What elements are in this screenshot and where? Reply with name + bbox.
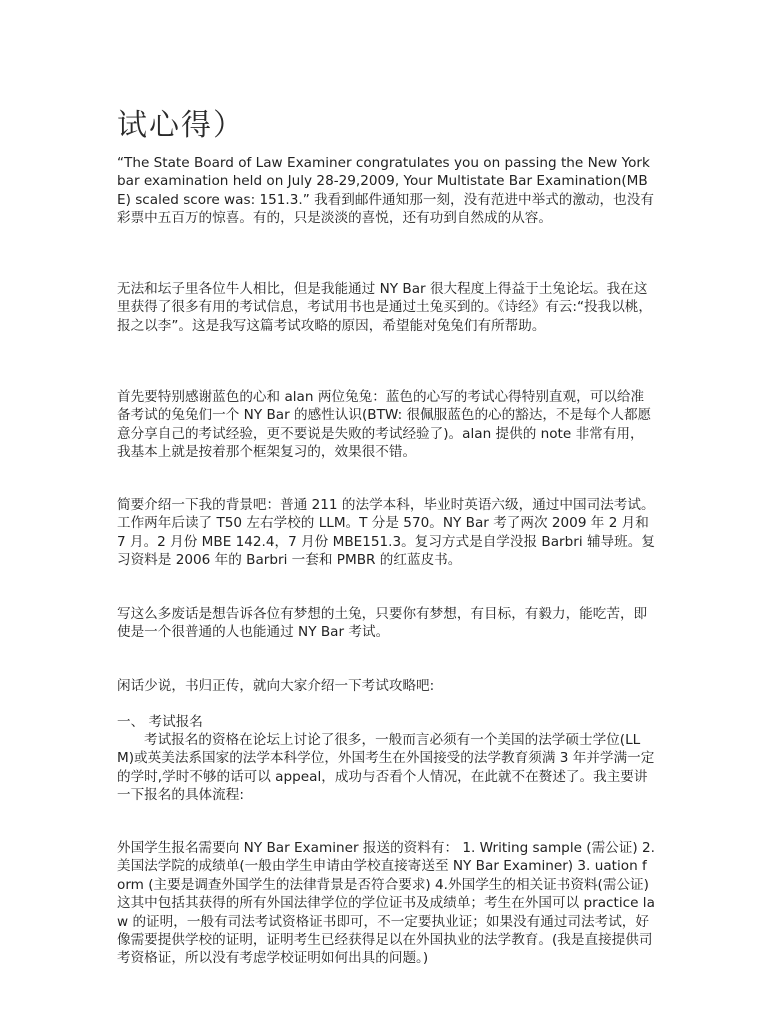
section-heading-registration: 一、 考试报名 xyxy=(117,714,203,730)
paragraph-intro-guide: 闲话少说，书归正传，就向大家介绍一下考试攻略吧: xyxy=(117,678,435,694)
paragraph-forum-thanks: 无法和坛子里各位牛人相比，但是我能通过 NY Bar 很大程度上得益于土兔论坛。我在这里获得了很多有用的考试信息，考试用书也是通过土兔买到的。《诗经》有云:“投我以桃，报之以李”。这是我写这篇考试攻略的原因，希望能对兔兔们有所帮助。 xyxy=(117,281,652,334)
paragraph-required-materials: 外国学生报名需要向 NY Bar Examiner 报送的资料有： 1. Writing sample (需公证) 2. 美国法学院的成绩单(一般由学生申请由学校直接寄送至 NY Bar Examiner) 3. uation form (主要是调查外国学生的法律背景是否符合要求) 4.外国学生的相关证书资料(需公证) 这其中包括其获得的所有外国法律学位的学位证书及成绩单；考生在外国可以 practice law 的证明，一般有司法考试资格证书即可，不一定要执业证；如果没有通过司法考试，好像需要提供学校的证明，证明考生已经获得足以在外国执业的法学教育。(我是直接提供司考资格证，所以没有考虑学校证明如何出具的问题。) xyxy=(117,840,655,967)
paragraph-acknowledgements: 首先要特别感谢蓝色的心和 alan 两位兔兔：蓝色的心写的考试心得特别直观，可以给准备考试的兔兔们一个 NY Bar 的感性认识(BTW: 很佩服蓝色的心的豁达，不是每个人都愿意分享自己的考试经验，更不要说是失败的考试经验了)。alan 提供的 note 非常有用，我基本上就是按着那个框架复习的，效果很不错。 xyxy=(117,389,652,461)
page-title: 试心得） xyxy=(117,108,245,143)
paragraph-background: 简要介绍一下我的背景吧：普通 211 的法学本科，毕业时英语六级，通过中国司法考试。工作两年后读了 T50 左右学校的 LLM。T 分是 570。NY Bar 考了两次 2009 年 2 月和 7 月。2 月份 MBE 142.4，7 月份 MBE151.3。复习方式是自学没报 Barbri 辅导班。复习资料是 2006 年的 Barbri 一套和 PMBR 的红蓝皮书。 xyxy=(117,497,655,569)
paragraph-registration-eligibility: 考试报名的资格在论坛上讨论了很多，一般而言必须有一个美国的法学硕士学位(LLM)或英美法系国家的法学本科学位，外国考生在外国接受的法学教育须满 3 年并学满一定的学时,学时不够的话可以 appeal，成功与否看个人情况，在此就不在赘述了。我主要讲一下报名的具体流程: xyxy=(117,732,655,804)
paragraph-encouragement: 写这么多废话是想告诉各位有梦想的土兔，只要你有梦想，有目标，有毅力，能吃苦，即使是一个很普通的人也能通过 NY Bar 考试。 xyxy=(117,606,648,641)
paragraph-congratulation-quote: “The State Board of Law Examiner congratulates you on passing the New York bar examination held on July 28-29,2009, Your Multistate Bar Examination(MBE) scaled score was: 151.3.” 我看到邮件通知那一刻，没有范进中举式的激动，也没有彩票中五百万的惊喜。有的，只是淡淡的喜悦，还有功到自然成的从容。 xyxy=(117,155,654,227)
